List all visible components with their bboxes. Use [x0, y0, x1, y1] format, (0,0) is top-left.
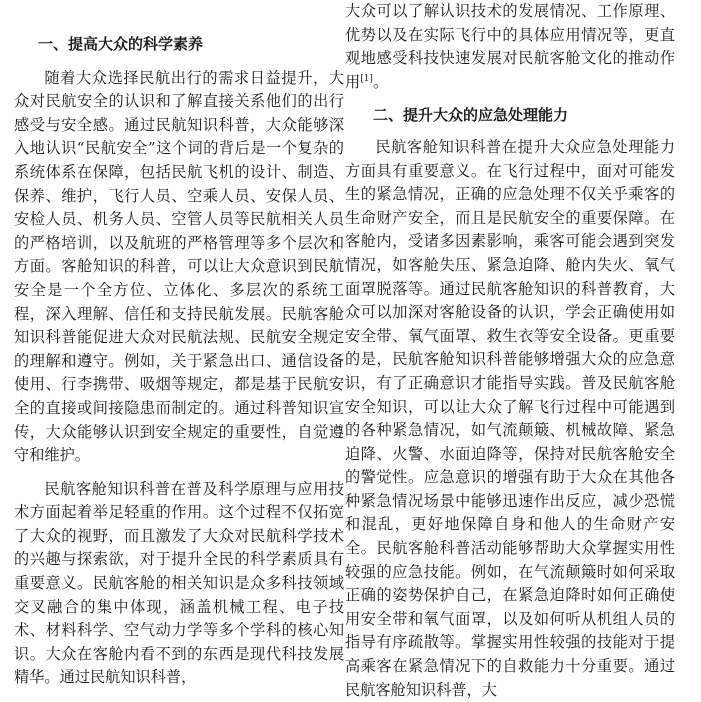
section-heading-1: 一、提高大众的科学素养 [38, 35, 204, 53]
reference-marker: [1] [360, 73, 373, 84]
left-paragraph-1: 随着大众选择民航出行的需求日益提升，大众对民航安全的认识和了解直接关系他们的出行感受与安全感。通过民航知识科普，大众能够深入地认识“民航安全”这个词的背后是一个复杂的系统体系在保障，包括民航飞机的设计、制造、保养、维护，飞行人员、空乘人员、安保人员、安检人员、机务人员、空管人员等民航相关人员的严格培训，以及航班的严格管理等多个层次和方面。客舱知识的科普，可以让大众意识到民航安全是一个全方位、立体化、多层次的系统工程，深入理解、信任和支持民航发展。民航客舱知识科普能促进大众对民航法规、民航安全规定的理解和遵守。例如，关于紧急出口、通信设备使用、行李携带、吸烟等规定，都是基于民航安全的直接或间接隐患而制定的。通过科普知识宣传，大众能够认识到安全规定的重要性，自觉遵守和维护。 [14, 68, 344, 465]
left-column [14, 0, 344, 687]
section-heading-2: 二、提升大众的应急处理能力 [373, 106, 569, 125]
right-column [345, 0, 675, 699]
right-paragraph-1: 民航客舱知识科普在提升大众应急处理能力方面具有重要意义。在飞行过程中，面对可能发生的紧急情况，正确的应急处理不仅关乎乘客的生命财产安全，而且是民航安全的重要保障。在客舱内，受诸多因素影响，乘客可能会遇到突发情况，如客舱失压、紧急迫降、舱内失火、氧气面罩脱落等。通过民航客舱知识的科普教育，大众可以加深对客舱设备的认识，学会正确使用如安全带、氧气面罩、救生衣等安全设备。更重要的是，民航客舱知识科普能够增强大众的应急意识，有了正确意识才能指导实践。普及民航客舱安全知识，可以让大众了解飞行过程中可能遇到的各种紧急情况，如气流颠簸、机械故障、紧急迫降、火警、水面迫降等，保持对民航客舱安全的警觉性。应急意识的增强有助于大众在其他各种紧急情况场景中能够迅速作出反应，减少恐慌和混乱，更好地保障自身和他人的生命财产安全。民航客舱科普活动能够帮助大众掌握实用性较强的应急技能。例如，在气流颠簸时如何采取正确的姿势保护自己，在紧急迫降时如何正确使用安全带和氧气面罩，以及如何听从机组人员的指导有序疏散等。掌握实用性较强的技能对于提高乘客在紧急情况下的自救能力十分重要。通过民航客舱知识科普，大 [345, 137, 675, 699]
continued-text: 大众可以了解认识技术的发展情况、工作原理、优势以及在实际飞行中的具体应用情况等，更直观地感受科技快速发展对民航客舱文化的推动作用 [345, 2, 675, 91]
continued-text-end: 。 [372, 72, 389, 91]
left-paragraph-2: 民航客舱知识科普在普及科学原理与应用技术方面起着举足轻重的作用。这个过程不仅拓宽了大众的视野，而且激发了大众对民航科学技术的兴趣与探索欲，对于提升全民的科学素质具有重要意义。民航客舱的相关知识是众多科技领域交叉融合的集中体现，涵盖机械工程、电子技术、材料科学、空气动力学等多个学科的核心知识。大众在客舱内看不到的东西是现代科技发展精华。通过民航知识科普， [14, 479, 344, 687]
right-continued-paragraph [345, 0, 675, 94]
